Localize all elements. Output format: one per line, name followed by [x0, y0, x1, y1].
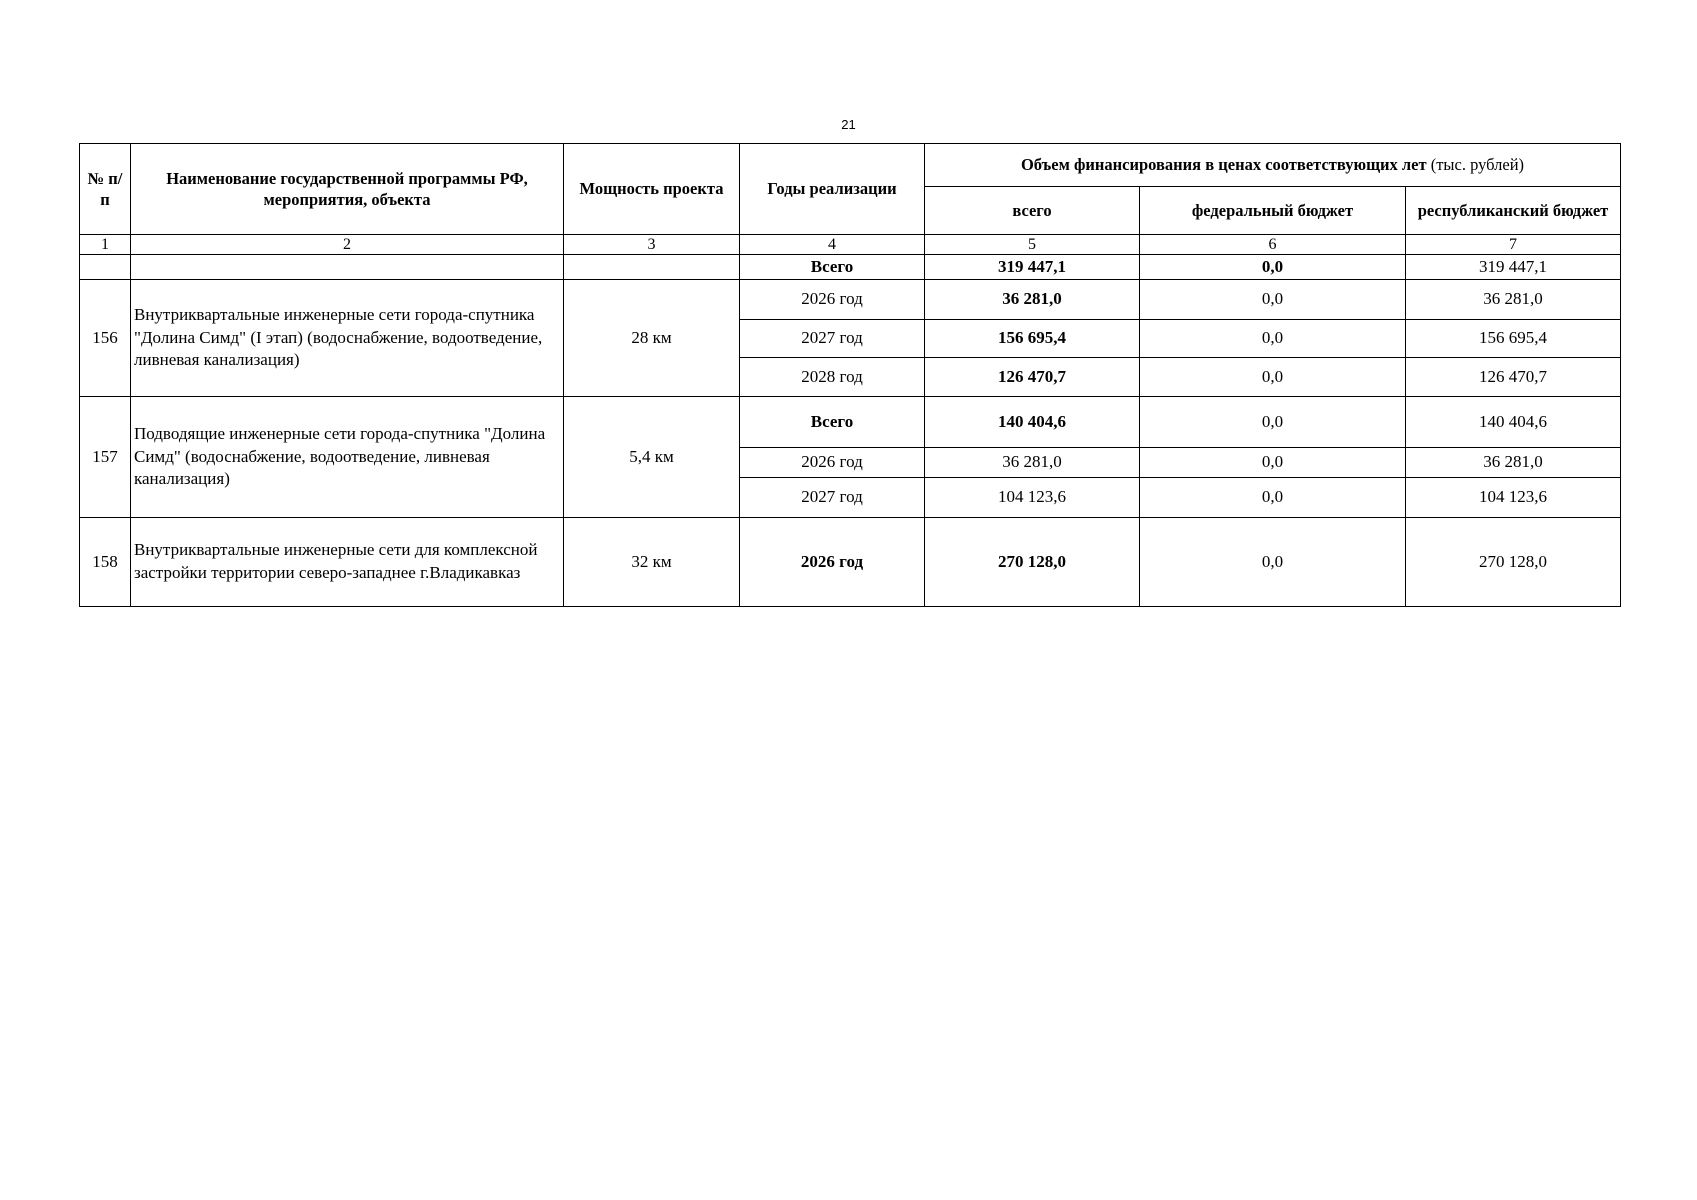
header-capacity: Мощность проекта: [564, 144, 740, 235]
republic-cell: 270 128,0: [1406, 518, 1621, 607]
header-years: Годы реализации: [740, 144, 925, 235]
federal-cell: 0,0: [1140, 280, 1406, 320]
header-funding-title: Объем финансирования в ценах соответствующих лет: [1020, 155, 1427, 175]
table-row: [80, 518, 1621, 607]
column-number: 2: [131, 235, 564, 255]
year-cell: 2028 год: [740, 358, 925, 397]
project-capacity: 32 км: [564, 518, 740, 607]
header-no: № п/п: [80, 144, 131, 235]
column-number: 5: [925, 235, 1140, 255]
project-number: 158: [80, 518, 131, 607]
grand-total-label: Всего: [740, 255, 925, 280]
funding-table: [79, 143, 1621, 607]
column-number: 7: [1406, 235, 1621, 255]
federal-cell: 0,0: [1140, 448, 1406, 478]
project-number: 157: [80, 397, 131, 518]
republic-cell: 156 695,4: [1406, 320, 1621, 358]
column-number: 1: [80, 235, 131, 255]
total-cell: 156 695,4: [925, 320, 1140, 358]
federal-cell: 0,0: [1140, 478, 1406, 518]
column-number: 6: [1140, 235, 1406, 255]
year-cell: Всего: [740, 397, 925, 448]
year-cell: 2027 год: [740, 320, 925, 358]
republic-cell: 140 404,6: [1406, 397, 1621, 448]
total-cell: 36 281,0: [925, 280, 1140, 320]
grand-total-republic: 319 447,1: [1406, 255, 1621, 280]
grand-total-sum: 319 447,1: [925, 255, 1140, 280]
total-cell: 270 128,0: [925, 518, 1140, 607]
grand-total-row: [80, 255, 1621, 280]
year-cell: 2027 год: [740, 478, 925, 518]
federal-cell: 0,0: [1140, 320, 1406, 358]
header-total: всего: [925, 187, 1140, 235]
table-row: [80, 280, 1621, 320]
republic-cell: 104 123,6: [1406, 478, 1621, 518]
republic-cell: 36 281,0: [1406, 448, 1621, 478]
total-cell: 36 281,0: [925, 448, 1140, 478]
project-capacity: 28 км: [564, 280, 740, 397]
column-number: 3: [564, 235, 740, 255]
project-number: 156: [80, 280, 131, 397]
total-cell: 104 123,6: [925, 478, 1140, 518]
column-numbers-row: [80, 235, 1621, 255]
header-funding-unit: (тыс. рублей): [1426, 155, 1525, 175]
header-row-1: [80, 144, 1621, 187]
federal-cell: 0,0: [1140, 518, 1406, 607]
header-name: Наименование государственной программы РФ, мероприятия, объекта: [131, 144, 564, 235]
federal-cell: 0,0: [1140, 358, 1406, 397]
page-number: 21: [841, 117, 856, 132]
header-federal: федеральный бюджет: [1140, 187, 1406, 235]
table-row: [80, 397, 1621, 448]
federal-cell: 0,0: [1140, 397, 1406, 448]
project-name: Внутриквартальные инженерные сети города-спутника "Долина Симд" (I этап) (водоснабжение, водоотведение, ливневая канализация): [131, 280, 564, 397]
header-funding-group: [925, 144, 1621, 187]
header-republic: республиканский бюджет: [1406, 187, 1621, 235]
republic-cell: 126 470,7: [1406, 358, 1621, 397]
year-cell: 2026 год: [740, 280, 925, 320]
project-capacity: 5,4 км: [564, 397, 740, 518]
grand-total-federal: 0,0: [1140, 255, 1406, 280]
project-name: Подводящие инженерные сети города-спутника "Долина Симд" (водоснабжение, водоотведение, ливневая канализация): [131, 397, 564, 518]
year-cell: 2026 год: [740, 448, 925, 478]
project-name: Внутриквартальные инженерные сети для комплексной застройки территории северо-западнее г.Владикавказ: [131, 518, 564, 607]
year-cell: 2026 год: [740, 518, 925, 607]
column-number: 4: [740, 235, 925, 255]
republic-cell: 36 281,0: [1406, 280, 1621, 320]
total-cell: 140 404,6: [925, 397, 1140, 448]
total-cell: 126 470,7: [925, 358, 1140, 397]
